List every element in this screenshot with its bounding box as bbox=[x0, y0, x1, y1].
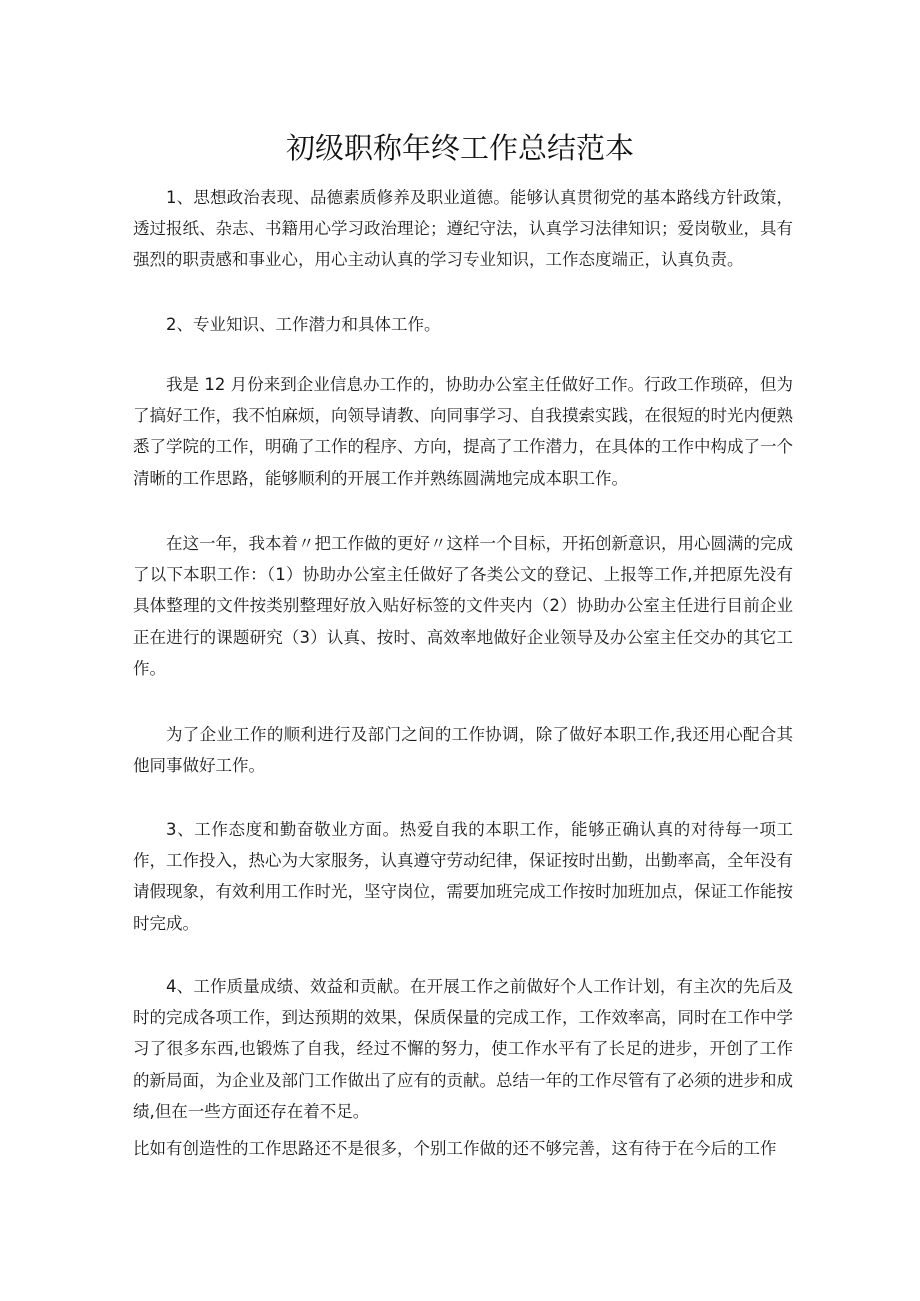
document-title: 初级职称年终工作总结范本 bbox=[285, 131, 634, 165]
paragraph-political-performance: 1、思想政治表现、品德素质修养及职业道德。能够认真贯彻党的基本路线方针政策，透过报纸、杂志、书籍用心学习政治理论；遵纪守法，认真学习法律知识；爱岗敬业，具有强烈的职责感和事业心，用心主动认真的学习专业知识，工作态度端正，认真负责。 bbox=[133, 188, 793, 270]
paragraph-joined-office: 我是 12 月份来到企业信息办工作的，协助办公室主任做好工作。行政工作琐碎，但为了搞好工作，我不怕麻烦，向领导请教、向同事学习、自我摸索实践，在很短的时光内便熟悉了学院的工作，明确了工作的程序、方向，提高了工作潜力，在具体的工作中构成了一个清晰的工作思路，能够顺利的开展工作并熟练圆满地完成本职工作。 bbox=[133, 375, 793, 488]
paragraph-work-quality: 4、工作质量成绩、效益和贡献。在开展工作之前做好个人工作计划，有主次的先后及时的完成各项工作，到达预期的效果，保质保量的完成工作，工作效率高，同时在工作中学习了很多东西,也锻炼了自我，经过不懈的努力，使工作水平有了长足的进步，开创了工作的新局面，为企业及部门工作做出了应有的贡献。总结一年的工作尽管有了必须的进步和成绩,但在一些方面还存在着不足。 bbox=[133, 977, 793, 1121]
paragraph-cooperation: 为了企业工作的顺利进行及部门之间的工作协调，除了做好本职工作,我还用心配合其他同事做好工作。 bbox=[133, 725, 793, 776]
paragraph-year-duties: 在这一年，我本着〃把工作做的更好〃这样一个目标，开拓创新意识，用心圆满的完成了以下本职工作：（1）协助办公室主任做好了各类公文的登记、上报等工作,并把原先没有具体整理的文件按类别整理好放入贴好标签的文件夹内（2）协助办公室主任进行目前企业正在进行的课题研究（3）认真、按时、高效率地做好企业领导及办公室主任交办的其它工作。 bbox=[133, 534, 793, 678]
paragraph-shortcomings: 比如有创造性的工作思路还不是很多，个别工作做的还不够完善，这有待于在今后的工作 bbox=[133, 1139, 777, 1158]
paragraph-professional-heading: 2、专业知识、工作潜力和具体工作。 bbox=[166, 315, 441, 334]
paragraph-work-attitude: 3、工作态度和勤奋敬业方面。热爱自我的本职工作，能够正确认真的对待每一项工作，工作投入，热心为大家服务，认真遵守劳动纪律，保证按时出勤，出勤率高，全年没有请假现象，有效利用工作时光，坚守岗位，需要加班完成工作按时加班加点，保证工作能按时完成。 bbox=[133, 820, 793, 933]
